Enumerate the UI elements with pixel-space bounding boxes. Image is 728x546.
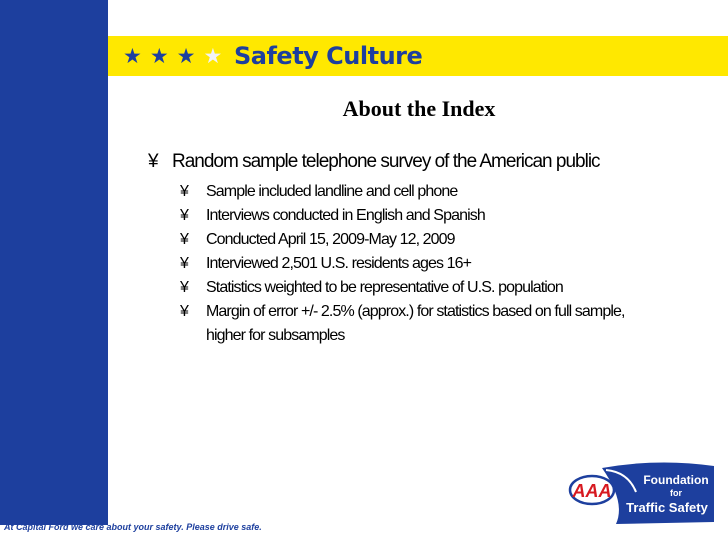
bullet-symbol: ¥ [148, 151, 158, 172]
star-icon: ★ [123, 44, 142, 68]
sub-bullet-text: Margin of error +/- 2.5% (approx.) for statistics based on full sample, higher for subsamples [206, 303, 625, 344]
list-item [180, 180, 660, 204]
bullet-symbol: ¥ [180, 255, 188, 272]
list-item [180, 300, 660, 348]
logo-for-text: for [670, 488, 682, 498]
sub-bullet-list [180, 180, 660, 348]
bullet-symbol: ¥ [180, 231, 188, 248]
star-icon: ★ [176, 44, 196, 68]
bullet-symbol: ¥ [180, 303, 188, 320]
header-stars [123, 41, 222, 71]
bullet-symbol: ¥ [180, 207, 188, 224]
footer-text: At Capital Ford we care about your safety. Please drive safe. [4, 522, 262, 532]
aaa-foundation-logo [568, 462, 718, 526]
main-bullet-text: Random sample telephone survey of the American public [172, 151, 600, 172]
logo-traffic-safety-text: Traffic Safety [626, 500, 708, 515]
aaa-text: AAA [572, 481, 612, 501]
slide-title: About the Index [342, 96, 496, 121]
list-item [180, 252, 660, 276]
sub-bullet-text: Sample included landline and cell phone [206, 183, 458, 200]
star-icon: ★ [149, 44, 169, 68]
list-item [180, 204, 660, 228]
header-title: Safety Culture [234, 42, 423, 70]
logo-foundation-text: Foundation [643, 473, 709, 487]
sub-bullet-text: Interviews conducted in English and Spanish [206, 207, 485, 224]
list-item [180, 276, 660, 300]
sub-bullet-text: Conducted April 15, 2009-May 12, 2009 [206, 231, 455, 248]
left-blue-sidebar [0, 0, 108, 525]
bullet-symbol: ¥ [180, 183, 188, 200]
bullet-symbol: ¥ [180, 279, 188, 296]
star-icon: ★ [203, 44, 223, 68]
list-item [180, 228, 660, 252]
sub-bullet-text: Statistics weighted to be representative of U.S. population [206, 279, 563, 296]
sub-bullet-text: Interviewed 2,501 U.S. residents ages 16+ [206, 255, 472, 272]
main-bullet [148, 150, 600, 174]
